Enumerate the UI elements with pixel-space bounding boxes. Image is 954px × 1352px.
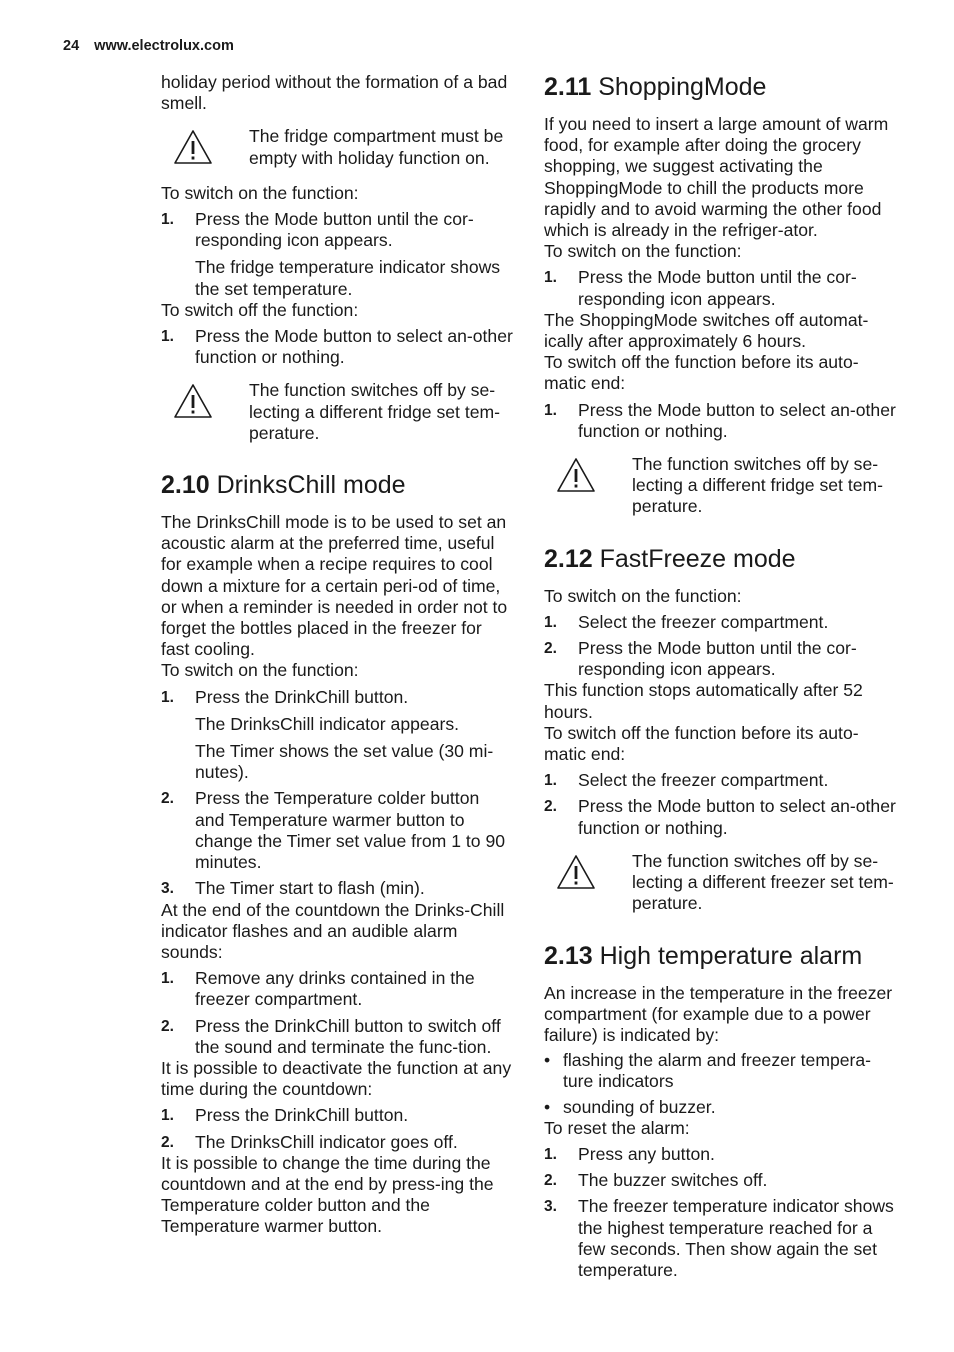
section-intro: The DrinksChill mode is to be used to set an acoustic alarm at the preferred time, useful for example when a recipe requires to cool down a mixture for a certain peri-od of time, or when a reminder is needed in order not to forget the bottles placed in the freezer for fast cooling. xyxy=(161,512,508,660)
list-number: 1. xyxy=(544,269,557,287)
list-number: 3. xyxy=(544,1198,557,1216)
list-number: 1. xyxy=(544,401,557,419)
warning-icon xyxy=(161,383,225,419)
list-number: 1. xyxy=(161,211,174,229)
list-number: 2. xyxy=(544,640,557,658)
list-text: The Timer start to flash (min). xyxy=(195,878,425,899)
list-item xyxy=(544,796,896,838)
section-heading-shoppingmode xyxy=(544,72,896,102)
list-item xyxy=(161,687,513,708)
bullet-item xyxy=(544,1050,896,1092)
list-item xyxy=(161,788,513,873)
body-paragraph: This function stops automatically after 52 hours. xyxy=(544,680,863,722)
list-item xyxy=(161,326,513,368)
section-number: 2.11 xyxy=(544,73,592,101)
bullet-text: sounding of buzzer. xyxy=(563,1096,716,1117)
warning-notice xyxy=(544,851,896,915)
list-item xyxy=(161,209,513,251)
step-label: To switch on the function: xyxy=(161,182,359,203)
list-number: 1. xyxy=(161,1107,174,1125)
list-text: Select the freezer compartment. xyxy=(578,770,829,791)
list-item xyxy=(544,267,896,309)
list-text: Press the DrinkChill button. xyxy=(195,1105,409,1126)
section-title: DrinksChill mode xyxy=(216,471,406,500)
bullet-text: flashing the alarm and freezer tempera-ture indicators xyxy=(563,1050,872,1092)
list-subtext: The fridge temperature indicator shows the set temperature. xyxy=(195,257,501,299)
list-item xyxy=(544,400,896,442)
warning-text: The function switches off by se-lecting a different freezer set tem-perature. xyxy=(632,850,894,914)
list-text: The buzzer switches off. xyxy=(578,1170,768,1191)
section-number: 2.12 xyxy=(544,544,593,573)
section-heading-drinkschill xyxy=(161,470,513,500)
list-text: Press any button. xyxy=(578,1143,715,1164)
list-text: Press the Mode button until the cor-responding icon appears. xyxy=(578,267,857,309)
list-number: 2. xyxy=(161,1017,174,1035)
list-text: Press the DrinkChill button. xyxy=(195,686,409,707)
list-number: 2. xyxy=(544,798,557,816)
list-item xyxy=(161,878,513,899)
list-subtext: The Timer shows the set value (30 mi-nutes). xyxy=(195,741,494,783)
list-item xyxy=(544,770,896,791)
list-number: 1. xyxy=(161,688,174,706)
list-item xyxy=(544,1144,896,1165)
section-title: High temperature alarm xyxy=(599,941,863,970)
list-item xyxy=(544,1196,896,1281)
warning-notice xyxy=(544,454,896,518)
list-number: 2. xyxy=(161,1133,174,1151)
step-label: To switch off the function before its auto-matic end: xyxy=(544,722,859,765)
step-label: To switch off the function: xyxy=(161,299,359,320)
bullet-icon: • xyxy=(544,1096,551,1117)
list-number: 2. xyxy=(544,1172,557,1190)
body-paragraph: At the end of the countdown the Drinks-Chill indicator flashes and an audible alarm sounds: xyxy=(161,899,505,962)
step-label: To switch off the function before its auto-matic end: xyxy=(544,352,859,394)
bullet-icon: • xyxy=(544,1050,551,1071)
list-number: 1. xyxy=(161,970,174,988)
right-column xyxy=(544,72,896,1281)
list-item xyxy=(161,968,513,1010)
list-number: 2. xyxy=(161,790,174,808)
list-item xyxy=(161,1105,513,1126)
page-number: 24 xyxy=(63,38,80,54)
section-heading-high-temperature-alarm xyxy=(544,941,896,971)
list-number: 1. xyxy=(544,613,557,631)
section-number: 2.13 xyxy=(544,941,593,970)
section-number: 2.10 xyxy=(161,471,210,500)
list-item xyxy=(161,1016,513,1058)
left-column xyxy=(161,72,513,1238)
section-heading-fastfreeze xyxy=(544,544,896,574)
step-label: To switch on the function: xyxy=(544,585,742,606)
body-paragraph: The ShoppingMode switches off automat-ically after approximately 6 hours. xyxy=(544,309,869,352)
section-title: FastFreeze mode xyxy=(599,544,796,573)
warning-text: The function switches off by se-lecting a different fridge set tem-perature. xyxy=(249,380,501,443)
warning-notice xyxy=(161,380,513,444)
section-intro: An increase in the temperature in the freezer compartment (for example due to a power failure) is indicated by: xyxy=(544,982,893,1045)
list-subtext: The DrinksChill indicator appears. xyxy=(195,713,460,734)
list-text: Press the Mode button to select an-other function or nothing. xyxy=(578,399,896,441)
section-title: ShoppingMode xyxy=(598,73,767,101)
list-number: 1. xyxy=(161,328,174,346)
body-paragraph: It is possible to change the time during the countdown and at the end by press-ing the Temperature colder button and the Temperature warmer button. xyxy=(161,1152,494,1237)
list-text: Press the Mode button until the cor-responding icon appears. xyxy=(195,209,474,251)
section-intro: If you need to insert a large amount of warm food, for example after doing the grocery shopping, we suggest activating the ShoppingMode to chill the products more rapidly and to avoid warming the other food which is already in the refriger-ator. xyxy=(544,114,889,241)
warning-text: The function switches off by se-lecting a different fridge set tem-perature. xyxy=(632,454,884,517)
list-number: 1. xyxy=(544,772,557,790)
list-text: Press the Temperature colder button and Temperature warmer button to change the Timer set value from 1 to 90 minutes. xyxy=(195,788,506,873)
list-text: Press the DrinkChill button to switch off the sound and terminate the func-tion. xyxy=(195,1015,501,1057)
list-text: The freezer temperature indicator shows the highest temperature reached for a few seconds. Then show again the set temperature. xyxy=(578,1196,894,1280)
warning-notice xyxy=(161,126,513,168)
list-number: 1. xyxy=(544,1145,557,1163)
body-paragraph: It is possible to deactivate the function at any time during the countdown: xyxy=(161,1057,512,1100)
list-text: Select the freezer compartment. xyxy=(578,611,829,632)
step-label: To switch on the function: xyxy=(544,241,742,262)
warning-icon xyxy=(544,457,608,493)
warning-icon xyxy=(544,854,608,890)
list-item xyxy=(161,1132,513,1153)
bullet-item xyxy=(544,1097,896,1118)
list-item xyxy=(544,638,896,680)
header-url[interactable]: www.electrolux.com xyxy=(94,38,234,54)
list-item xyxy=(544,1170,896,1191)
step-label: To switch on the function: xyxy=(161,660,359,681)
list-number: 3. xyxy=(161,880,174,898)
warning-text: The fridge compartment must be empty with holiday function on. xyxy=(249,126,504,168)
list-text: Press the Mode button until the cor-responding icon appears. xyxy=(578,638,857,680)
step-label: To reset the alarm: xyxy=(544,1117,690,1138)
intro-paragraph: holiday period without the formation of a bad smell. xyxy=(161,72,508,114)
list-text: Press the Mode button to select an-other function or nothing. xyxy=(578,796,896,838)
list-item xyxy=(544,612,896,633)
page-header xyxy=(63,38,234,54)
warning-icon xyxy=(161,129,225,165)
list-text: Remove any drinks contained in the freezer compartment. xyxy=(195,968,475,1010)
list-text: The DrinksChill indicator goes off. xyxy=(195,1131,458,1152)
list-text: Press the Mode button to select an-other function or nothing. xyxy=(195,326,513,368)
